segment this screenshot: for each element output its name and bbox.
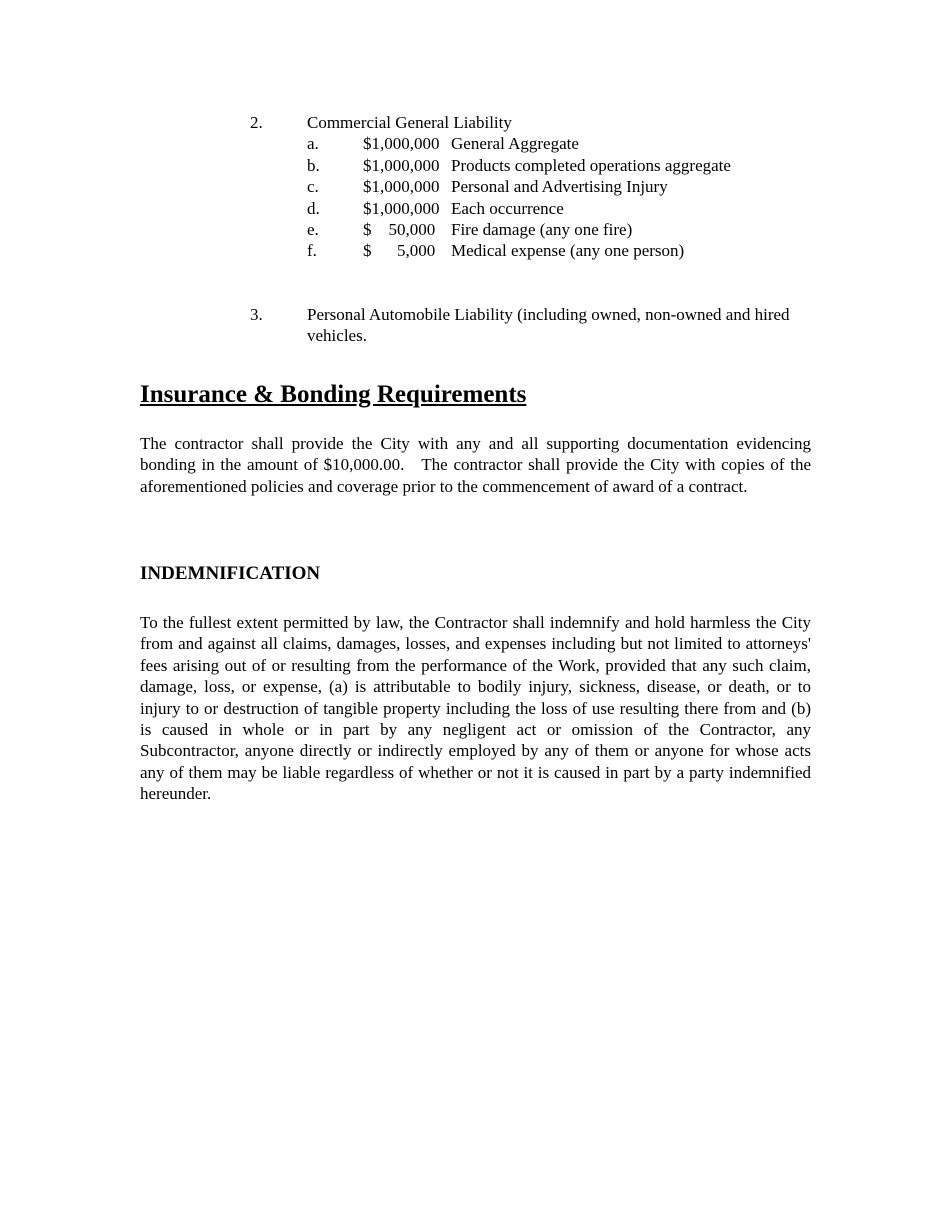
coverage-item bbox=[250, 198, 810, 219]
item-amount: $1,000,000 bbox=[363, 155, 440, 175]
commercial-liability-section bbox=[250, 112, 810, 262]
item-amount: $ 5,000 bbox=[363, 241, 436, 261]
auto-liability-section bbox=[250, 304, 810, 348]
item-description: Medical expense (any one person) bbox=[451, 241, 685, 261]
item-description: Products completed operations aggregate bbox=[451, 155, 731, 175]
section-number: 2. bbox=[250, 113, 263, 132]
section-number: 3. bbox=[250, 305, 263, 324]
item-description: Personal and Advertising Injury bbox=[451, 177, 668, 197]
item-letter: c. bbox=[307, 177, 319, 197]
coverage-item bbox=[250, 219, 810, 240]
item-letter: f. bbox=[307, 241, 317, 261]
section-header-row bbox=[250, 112, 810, 133]
item-letter: a. bbox=[307, 134, 319, 154]
coverage-item bbox=[250, 133, 810, 154]
item-letter: d. bbox=[307, 198, 320, 218]
item-description: General Aggregate bbox=[451, 134, 579, 154]
indemnification-heading: INDEMNIFICATION bbox=[140, 563, 321, 584]
section-title: Personal Automobile Liability (including owned, non-owned and hired vehicles. bbox=[307, 305, 790, 346]
item-amount: $1,000,000 bbox=[363, 134, 440, 154]
coverage-item bbox=[250, 155, 810, 176]
item-amount: $ 50,000 bbox=[363, 219, 436, 239]
item-letter: e. bbox=[307, 219, 319, 239]
coverage-item bbox=[250, 240, 810, 261]
insurance-heading: Insurance & Bonding Requirements bbox=[140, 381, 527, 408]
item-description: Fire damage (any one fire) bbox=[451, 219, 633, 239]
item-amount: $1,000,000 bbox=[363, 198, 440, 218]
section-title: Commercial General Liability bbox=[307, 113, 512, 132]
indemnification-paragraph: To the fullest extent permitted by law, the Contractor shall indemnify and hold harmless the City from and against all claims, damages, losses, and expenses including but not limited to attorneys' fees arising out of or resulting from the performance of the Work, provided that any such claim, damage, loss, or expense, (a) is attributable to bodily injury, sickness, disease, or death, or to injury to or destruction of tangible property including the loss of use resulting there from and (b) is caused in whole or in part by any negligent act or omission of the Contractor, any Subcontractor, anyone directly or indirectly employed by any of them or anyone for whose acts any of them may be liable regardless of whether or not it is caused in part by a party indemnified hereunder. bbox=[140, 613, 816, 804]
item-letter: b. bbox=[307, 155, 320, 175]
item-amount: $1,000,000 bbox=[363, 177, 440, 197]
section-header-row bbox=[250, 304, 810, 348]
insurance-paragraph: The contractor shall provide the City with any and all supporting documentation evidencing bonding in the amount of $10,000.00. The contractor shall provide the City with copies of the aforementioned policies and coverage prior to the commencement of award of a contract. bbox=[140, 434, 816, 496]
coverage-item bbox=[250, 176, 810, 197]
item-description: Each occurrence bbox=[451, 198, 564, 218]
